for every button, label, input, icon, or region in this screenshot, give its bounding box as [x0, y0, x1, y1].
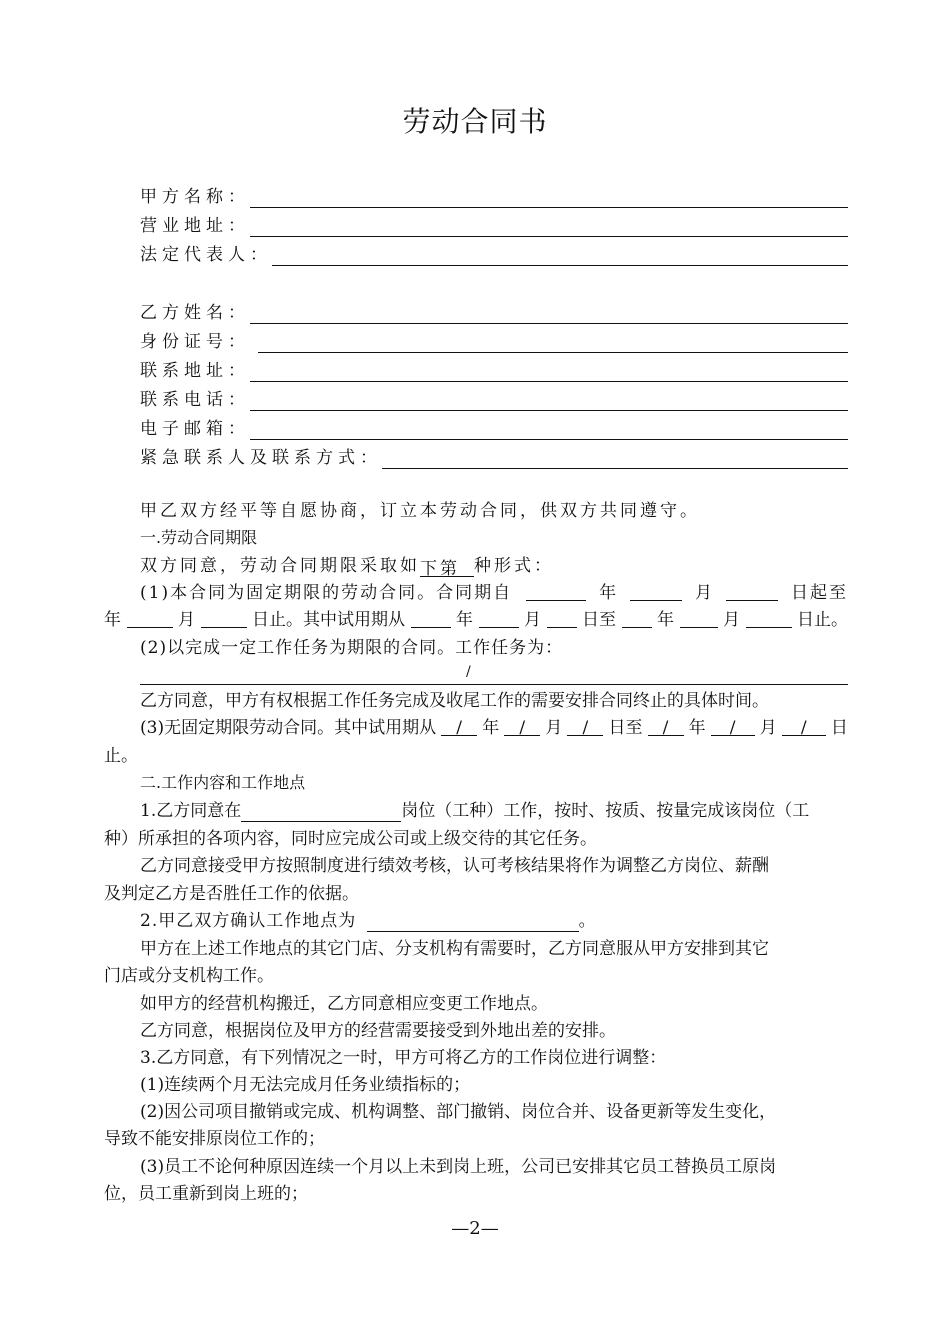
open-trial-end-year[interactable]: /	[648, 717, 684, 736]
fixed-term-line-2: 年 月 日止。其中试用期从 年 月 日至 年 月 日止。	[104, 610, 848, 630]
blank-line[interactable]	[250, 187, 848, 208]
blank-line[interactable]	[250, 361, 848, 382]
job-line-2: 种）所承担的各项内容，同时应完成公司或上级交待的其它任务。	[104, 829, 597, 849]
open-term-line: (3)无固定期限劳动合同。其中试用期从 / 年 / 月 / 日至 / 年 / 月 / 日	[140, 718, 848, 738]
field-label: 营业地址：	[140, 216, 250, 236]
party-b-email-field[interactable]	[140, 414, 848, 440]
intro-paragraph: 甲乙双方经平等自愿协商，订立本劳动合同，供双方共同遵守。	[140, 501, 700, 521]
party-a-representative-field[interactable]	[140, 240, 848, 266]
blank-line[interactable]	[250, 303, 848, 324]
field-label: 紧急联系人及联系方式：	[140, 448, 382, 468]
job-line-1: 1.乙方同意在 岗位（工种）工作，按时、按质、按量完成该岗位（工	[140, 801, 810, 821]
adjustment-intro: 3.乙方同意，有下列情况之一时，甲方可将乙方的工作岗位进行调整：	[140, 1048, 667, 1068]
party-a-address-field[interactable]	[140, 211, 848, 237]
blank-line[interactable]	[272, 245, 848, 266]
open-trial-end-day[interactable]: /	[782, 717, 826, 736]
field-label: 身份证号：	[140, 332, 250, 352]
section-1-heading: 一.劳动合同期限	[140, 528, 258, 547]
section-2-heading: 二.工作内容和工作地点	[140, 773, 306, 792]
end-year-blank[interactable]	[127, 609, 173, 628]
field-label: 乙方姓名：	[140, 303, 250, 323]
start-day-blank[interactable]	[726, 582, 778, 601]
trial-start-month-blank[interactable]	[479, 609, 519, 628]
party-b-emergency-field[interactable]	[140, 443, 848, 469]
trial-start-year-blank[interactable]	[411, 609, 451, 628]
performance-line-1: 乙方同意接受甲方按照制度进行绩效考核，认可考核结果将作为调整乙方岗位、薪酬	[140, 856, 769, 876]
party-a-name-field[interactable]	[140, 182, 848, 208]
adjustment-item-1: (1)连续两个月无法完成月任务业绩指标的；	[140, 1075, 471, 1095]
field-label: 联系地址：	[140, 361, 250, 381]
performance-line-2: 及判定乙方是否胜任工作的依据。	[104, 884, 359, 904]
open-trial-start-day[interactable]: /	[567, 717, 603, 736]
task-slash: /	[466, 664, 471, 680]
page-number: —2—	[451, 1218, 499, 1239]
start-year-blank[interactable]	[526, 582, 586, 601]
party-b-phone-field[interactable]	[140, 385, 848, 411]
adjustment-item-3-cont: 位，员工重新到岗上班的；	[104, 1184, 308, 1204]
open-trial-start-year[interactable]: /	[441, 717, 477, 736]
adjustment-item-2: (2)因公司项目撤销或完成、机构调整、部门撤销、岗位合并、设备更新等发生变化，	[140, 1102, 777, 1122]
page-title: 劳动合同书	[402, 105, 548, 138]
field-label: 联系电话：	[140, 390, 250, 410]
adjustment-item-3: (3)员工不论何种原因连续一个月以上未到岗上班，公司已安排其它员工替换员工原岗	[140, 1157, 777, 1177]
workplace-line: 2.甲乙双方确认工作地点为 。	[140, 911, 597, 931]
party-b-address-field[interactable]	[140, 356, 848, 382]
branch-line-1: 甲方在上述工作地点的其它门店、分支机构有需要时，乙方同意服从甲方安排到其它	[140, 939, 769, 959]
open-trial-end-month[interactable]: /	[711, 717, 755, 736]
branch-line-2: 门店或分支机构工作。	[104, 966, 274, 986]
workplace-blank[interactable]	[367, 913, 579, 932]
fixed-term-line-1: (1)本合同为固定期限的劳动合同。合同期自 年 月 日起至	[140, 583, 848, 603]
blank-line[interactable]	[250, 419, 848, 440]
relocation-line: 如甲方的经营机构搬迁，乙方同意相应变更工作地点。	[140, 994, 548, 1014]
trial-end-month-blank[interactable]	[680, 609, 718, 628]
open-term-end: 止。	[104, 746, 138, 766]
blank-line[interactable]	[382, 448, 848, 469]
task-blank-line[interactable]	[140, 684, 848, 685]
form-choice-blank[interactable]: 下第	[420, 558, 474, 577]
travel-line: 乙方同意，根据岗位及甲方的经营需要接受到外地出差的安排。	[140, 1021, 616, 1041]
trial-start-day-blank[interactable]	[547, 609, 577, 628]
blank-line[interactable]	[250, 390, 848, 411]
blank-line[interactable]	[250, 216, 848, 237]
open-trial-start-month[interactable]: /	[504, 717, 540, 736]
task-term-line: (2)以完成一定工作任务为期限的合同。工作任务为：	[140, 638, 564, 658]
position-blank[interactable]	[241, 803, 401, 822]
task-note: 乙方同意，甲方有权根据工作任务完成及收尾工作的需要安排合同终止的具体时间。	[140, 691, 769, 711]
blank-line[interactable]	[258, 332, 848, 353]
party-b-name-field[interactable]	[140, 298, 848, 324]
field-label: 甲方名称：	[140, 187, 250, 207]
end-month-blank[interactable]	[201, 609, 247, 628]
field-label: 法定代表人：	[140, 245, 272, 265]
field-label: 电子邮箱：	[140, 419, 250, 439]
adjustment-item-2-cont: 导致不能安排原岗位工作的；	[104, 1129, 325, 1149]
trial-end-day-blank[interactable]	[746, 609, 792, 628]
party-b-id-field[interactable]	[140, 327, 848, 353]
term-agreement-line: 双方同意，劳动合同期限采取如下第 种形式：	[140, 556, 554, 579]
trial-end-year-blank[interactable]	[622, 609, 652, 628]
start-month-blank[interactable]	[630, 582, 682, 601]
